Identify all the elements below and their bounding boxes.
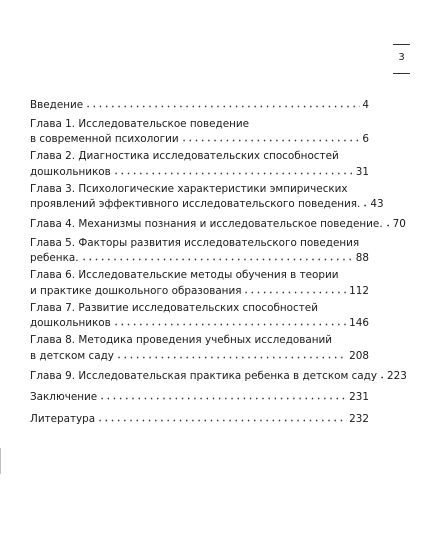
toc-entry-title-line: Глава 6. Исследовательские методы обучения в теории	[30, 269, 339, 281]
toc-entry-page: 146	[349, 317, 369, 329]
toc-entry-page: 231	[349, 391, 369, 403]
toc-entry-page: 223	[387, 369, 407, 382]
toc-entry-title-line: Заключение	[30, 391, 98, 403]
dot-leader	[81, 249, 354, 261]
toc-entry-page: 70	[392, 218, 406, 230]
toc-entry	[30, 302, 369, 330]
toc-entry-title-line: Глава 1. Исследовательское поведение	[30, 117, 250, 130]
toc-entry-title-line: в современной психологии	[30, 133, 179, 145]
toc-entry-title-line: Глава 4. Механизмы познания и исследовательское поведение.	[30, 218, 383, 230]
toc-entry-title-line: Глава 8. Методика проведения учебных исследований	[30, 334, 333, 346]
toc-entry	[30, 118, 369, 146]
toc-entry-last-line	[30, 347, 369, 363]
toc-entry-title-line: дошкольников	[30, 165, 111, 178]
toc-entry-last-line	[30, 367, 407, 383]
toc-entry-title-line: ребенка.	[30, 252, 79, 264]
toc-entry-page: 88	[355, 252, 369, 264]
toc-entry	[30, 388, 369, 404]
toc-entry-last-line	[30, 410, 369, 426]
toc-entry-title-line: проявлений эффективного исследовательского поведения.	[30, 198, 361, 210]
toc-entry-last-line	[30, 163, 369, 179]
toc-entry-title-line: Глава 2. Диагностика исследовательских способностей	[30, 150, 339, 162]
dot-leader	[385, 215, 391, 227]
toc-entry-last-line	[30, 314, 369, 330]
marker-bottom-rule	[393, 73, 410, 74]
toc-entry-last-line	[30, 130, 369, 146]
toc-entry-page: 208	[349, 349, 369, 362]
toc-entry-title-line: Литература	[30, 412, 96, 425]
dot-leader	[379, 367, 385, 379]
toc-entry-page: 43	[370, 198, 384, 210]
toc-entry-page: 6	[362, 133, 369, 145]
toc-entry	[30, 182, 384, 211]
toc-entry	[30, 215, 406, 231]
page-number: 3	[398, 52, 405, 63]
toc-entry-page: 4	[362, 99, 369, 111]
dot-leader	[362, 195, 368, 207]
dot-leader	[243, 282, 347, 294]
toc-entry	[30, 410, 369, 426]
margin-rule	[0, 448, 1, 474]
toc-entry-title-line: и практике дошкольного образования	[30, 284, 242, 297]
toc-entry-title-line: дошкольников	[30, 317, 111, 329]
toc-entry-page: 112	[349, 284, 369, 297]
dot-leader	[113, 314, 347, 326]
toc-entry-title-line: Глава 3. Психологические характеристики эмпирических	[30, 182, 348, 195]
toc-entry-last-line	[30, 96, 369, 112]
toc-entry	[30, 334, 369, 362]
dot-leader	[181, 130, 361, 142]
toc-entry-last-line	[30, 282, 369, 298]
toc-entry-last-line	[30, 215, 406, 231]
toc-entry	[30, 237, 369, 265]
toc-entry	[30, 269, 369, 297]
toc-entry-title-line: Глава 5. Факторы развития исследовательского поведения	[30, 236, 360, 249]
dot-leader	[97, 410, 347, 422]
page-number-marker	[393, 44, 410, 74]
dot-leader	[85, 96, 360, 108]
toc-entry	[30, 367, 407, 383]
toc-entry-title-line: Глава 7. Развитие исследовательских способностей	[30, 301, 318, 314]
dot-leader	[113, 163, 354, 175]
toc-entry-title-line: Глава 9. Исследовательская практика ребенка в детском саду	[30, 369, 378, 382]
toc-entry-last-line	[30, 249, 369, 265]
marker-top-rule	[393, 44, 410, 45]
toc-entry-last-line	[30, 388, 369, 404]
toc-entry	[30, 96, 369, 112]
toc-entry-title-line: в детском саду	[30, 349, 114, 362]
toc-entry	[30, 150, 369, 178]
table-of-contents	[30, 96, 407, 431]
toc-entry-page: 31	[355, 165, 369, 178]
toc-entry-page: 232	[349, 412, 369, 425]
toc-entry-title-line: Введение	[30, 99, 84, 111]
dot-leader	[116, 347, 347, 359]
dot-leader	[99, 388, 347, 400]
toc-entry-last-line	[30, 195, 384, 211]
